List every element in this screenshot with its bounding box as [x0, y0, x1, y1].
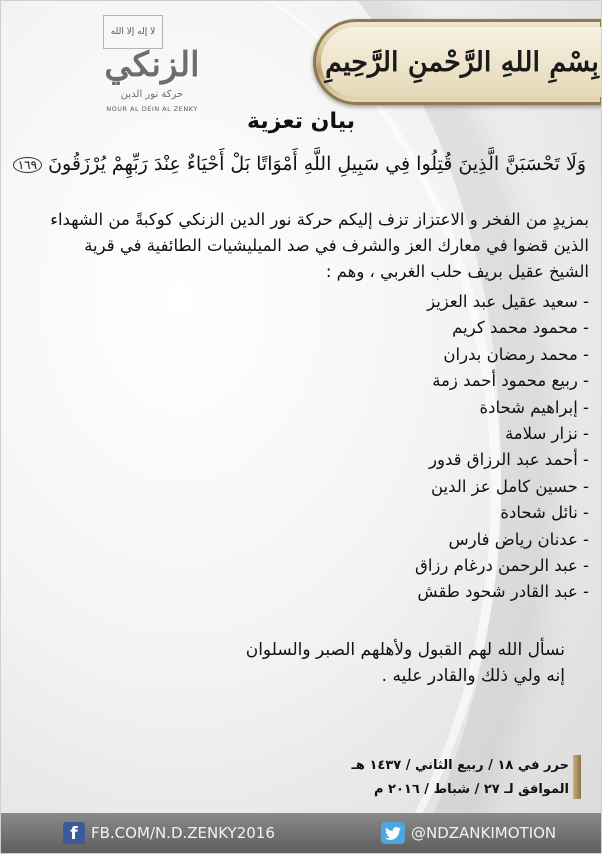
flag-icon: لا إله إلا الله: [103, 15, 163, 49]
twitter-link[interactable]: [381, 822, 556, 844]
closing-line-1: نسأل الله لهم القبول ولأهلهم الصبر والسلوان: [245, 640, 565, 660]
facebook-icon: f: [63, 822, 85, 844]
martyrs-list: [61, 289, 589, 606]
closing-line-2: إنه ولي ذلك والقادر عليه .: [381, 666, 565, 686]
twitter-icon: [381, 822, 405, 844]
logo-subtitle: حركة نور الدين: [120, 89, 184, 100]
verse-number: ١٦٩: [13, 157, 42, 173]
date-accent-bar: [573, 755, 581, 799]
intro-paragraph: بمزيدٍ من الفخر و الاعتزاز تزف إليكم حركة نور الدين الزنكي كوكبةً من الشهداء الذين قضوا في معارك العز والشرف في صد الميليشيات الطائفية في قرية الشيخ عقيل بريف حلب الغربي ، وهم :: [50, 210, 589, 281]
list-item: - عبد الرحمن درغام رزاق: [61, 553, 589, 579]
facebook-handle: FB.COM/N.D.ZENKY2016: [91, 824, 275, 842]
list-item: - حسين كامل عز الدين: [61, 474, 589, 500]
logo-name: الزنكي: [104, 45, 200, 85]
list-item: - سعيد عقيل عبد العزيز: [61, 289, 589, 315]
list-item: - محمد رمضان بدران: [61, 342, 589, 368]
list-item: - عدنان رياض فارس: [61, 527, 589, 553]
list-item: - ربيع محمود أحمد زمة: [61, 368, 589, 394]
list-item: - نائل شحادة: [61, 500, 589, 526]
page-title: بيان تعزية: [247, 109, 355, 134]
list-item: - أحمد عبد الرزاق قدور: [61, 447, 589, 473]
bismillah-banner: [313, 19, 602, 105]
closing-prayer: [41, 637, 565, 689]
social-footer: [1, 813, 601, 853]
list-item: - عبد القادر شحود طقش: [61, 579, 589, 605]
gregorian-date: الموافق لـ ٢٧ / شباط / ٢٠١٦ م: [373, 782, 569, 797]
list-item: - إبراهيم شحادة: [61, 395, 589, 421]
hijri-date: حرر في ١٨ / ربيع الثاني / ١٤٣٧ هـ: [351, 758, 569, 773]
quran-verse: [17, 153, 586, 175]
twitter-handle: @NDZANKIMOTION: [411, 824, 557, 842]
logo-latin-name: NOUR AL DEIN AL ZENKY: [106, 105, 198, 113]
list-item: - محمود محمد كريم: [61, 315, 589, 341]
verse-text: وَلَا تَحْسَبَنَّ الَّذِينَ قُتِلُوا فِي سَبِيلِ اللَّهِ أَمْوَاتًا بَلْ أَحْيَاءٌ عِنْدَ رَبِّهِمْ يُرْزَقُونَ: [48, 153, 586, 175]
issue-date: [201, 754, 569, 802]
bismillah-text: بِسْمِ اللهِ الرَّحْمنِ الرَّحِيمِ: [321, 27, 602, 97]
list-item: - نزار سلامة: [61, 421, 589, 447]
facebook-link[interactable]: [63, 822, 275, 844]
zenki-logo: [89, 15, 215, 115]
